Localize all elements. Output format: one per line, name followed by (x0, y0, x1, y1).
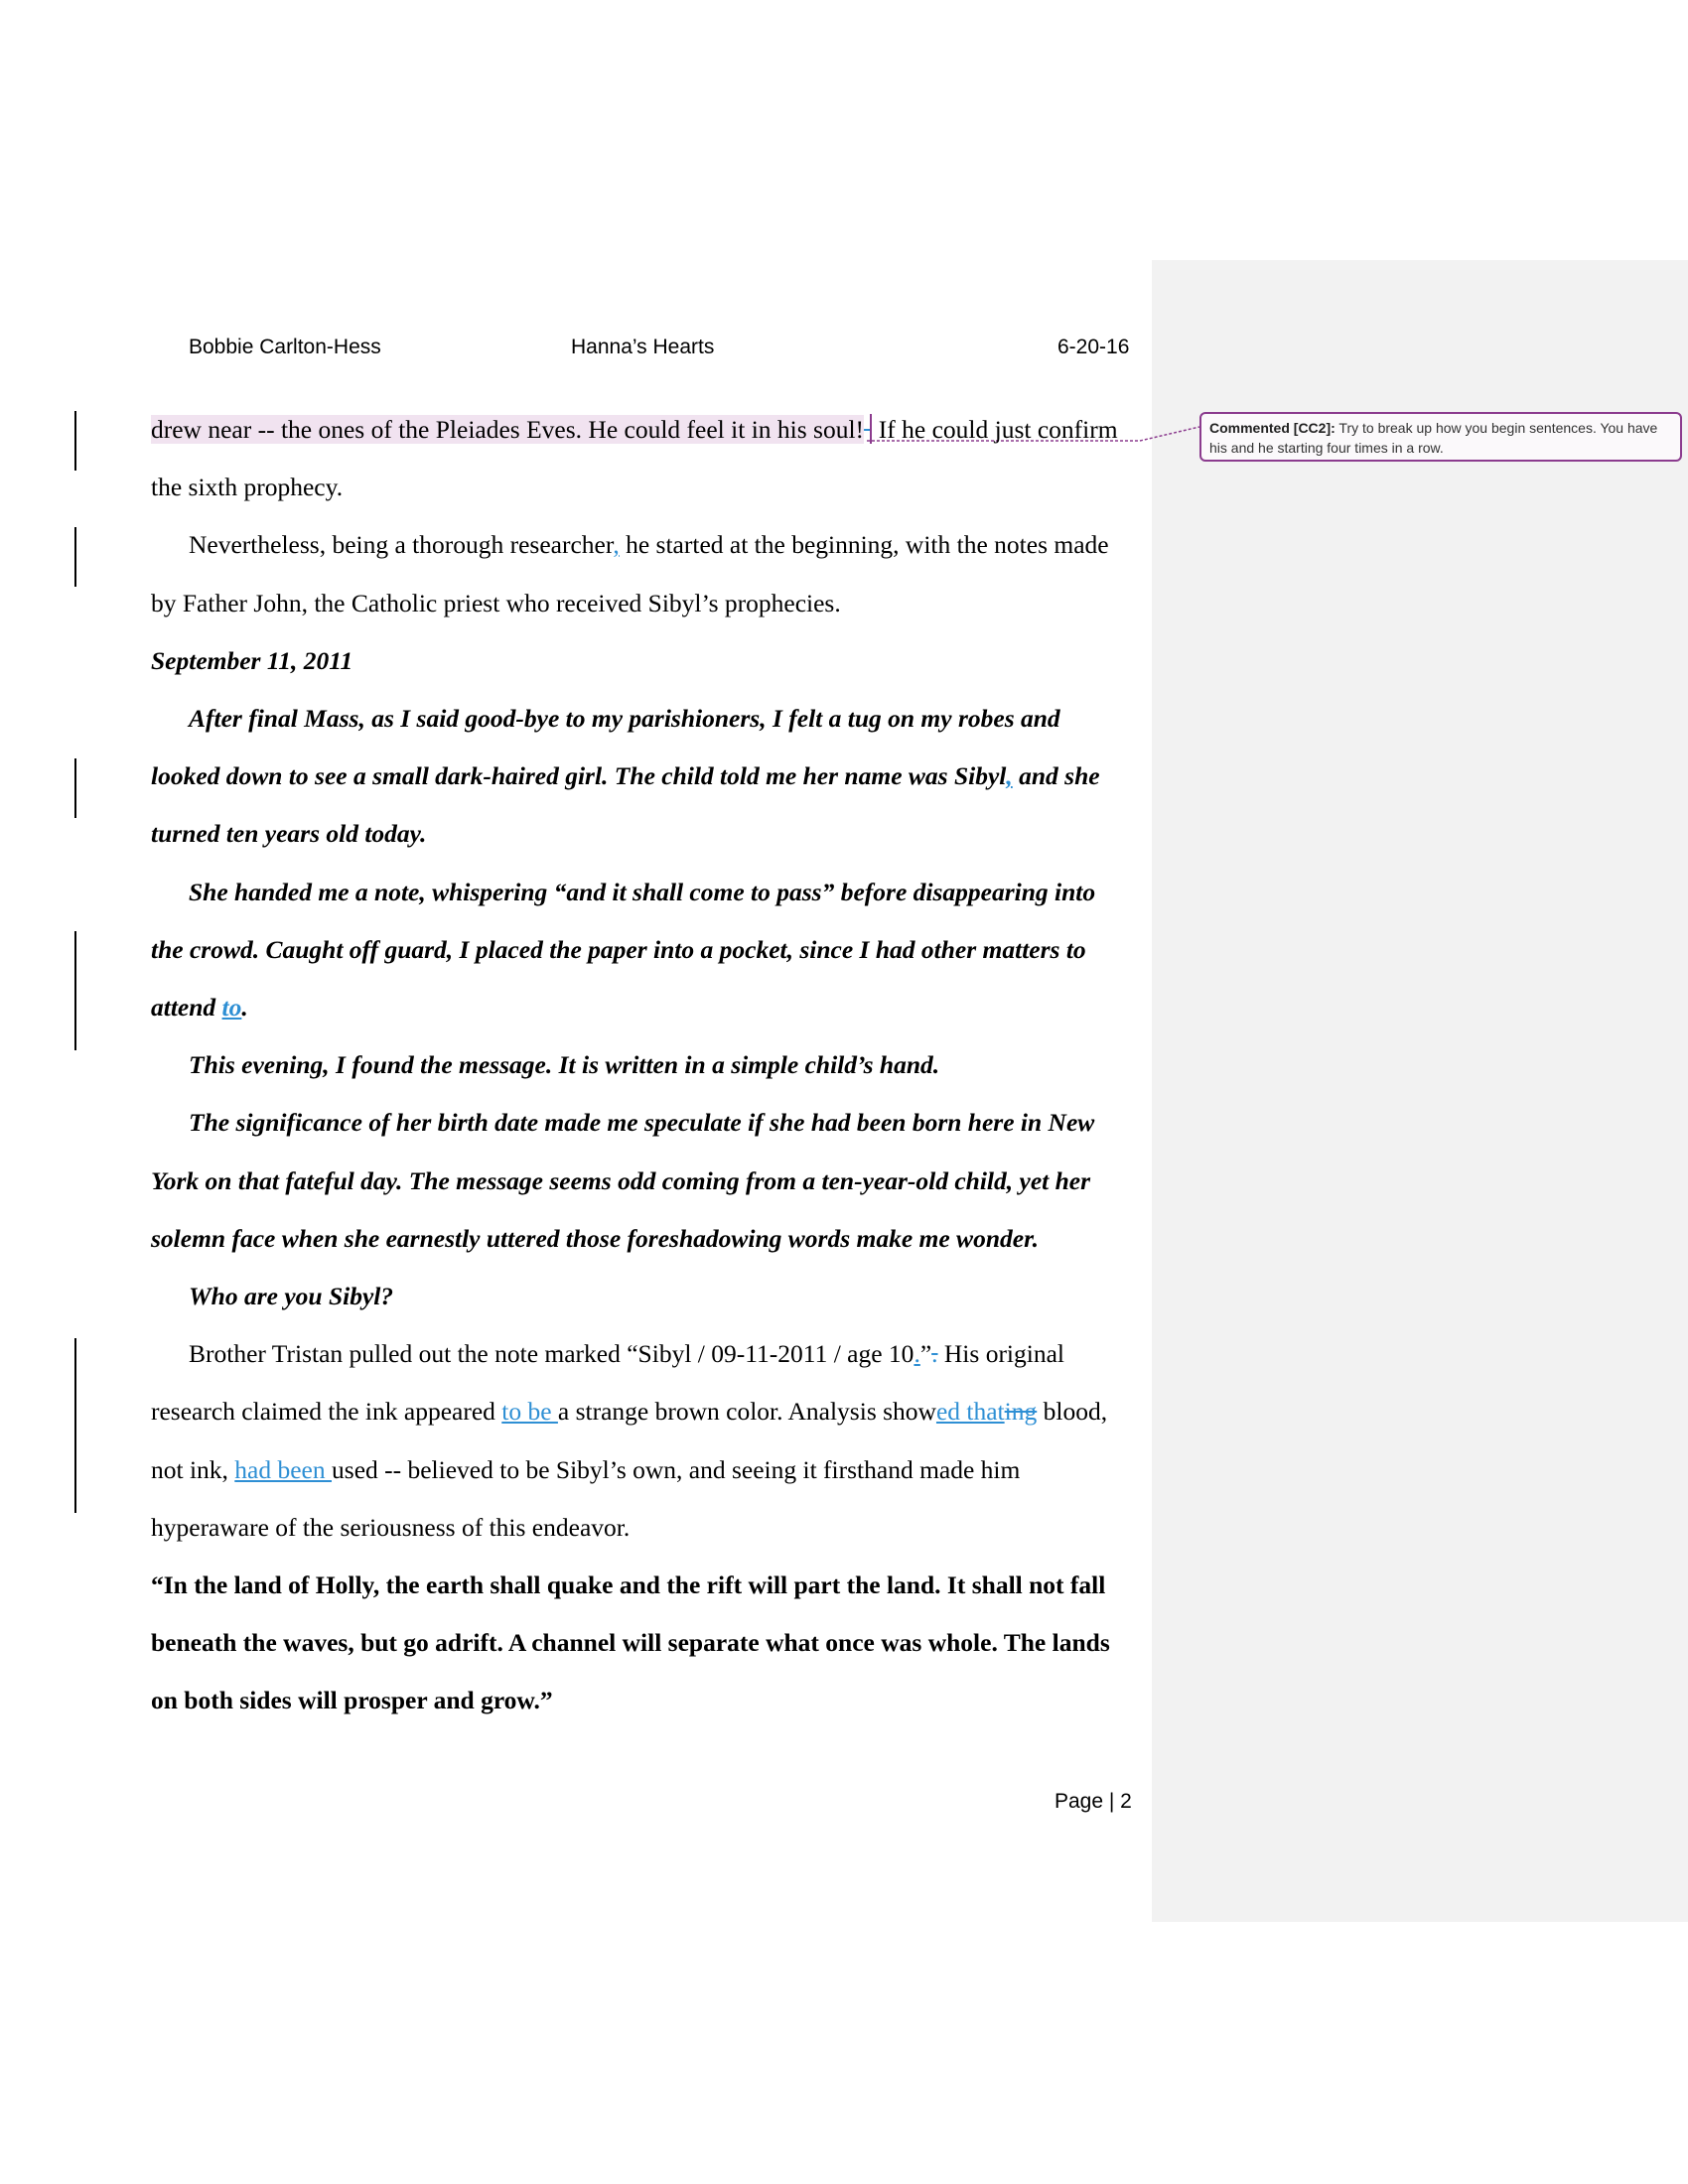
journal-text: After final Mass, as I said good-bye to my parishioners, I felt a tug on my robes and looked down to see a small dark-haired girl. The child told me her name was Sibyl (151, 704, 1060, 791)
paragraph-text: used -- believed to be Sibyl’s own, and seeing it firsthand made him hyperaware of the seriousness of this endeavor. (151, 1454, 1021, 1542)
paragraph-text: Brother Tristan pulled out the note marked “Sibyl / 09-11-2011 / age 10 (189, 1339, 914, 1369)
paragraph-text: His original research claimed the ink appeared (151, 1339, 1065, 1427)
header-author: Bobbie Carlton-Hess (189, 336, 381, 358)
journal-paragraph (151, 690, 1134, 864)
paragraph-text: ” (919, 1339, 932, 1369)
journal-text: Caught off guard, I placed the paper into a pocket, since I had other matters to attend (151, 934, 1086, 1023)
prophecy-quote: “In the land of Holly, the earth shall quake and the rift will part the land. It shall not fall beneath the waves, but go adrift. A channel will separate what once was whole. The lands on both sides will prosper and grow.” (151, 1570, 1110, 1715)
paragraph-text: a strange brown color. Analysis show (557, 1397, 936, 1427)
inserted-text: . (914, 1339, 920, 1369)
journal-date: September 11, 2011 (151, 645, 353, 675)
journal-text: . (241, 993, 248, 1023)
deleted-text: ing (1004, 1397, 1038, 1427)
header-title: Hanna’s Hearts (571, 336, 715, 358)
paragraph-text: blood, not ink, (151, 1397, 1108, 1484)
inserted-text: , (1006, 761, 1013, 791)
paragraph (151, 516, 1134, 631)
inserted-text: ed that (935, 1397, 1005, 1427)
comment-text: Try to break up how you begin sentences. You have his and he starting four times in a row. (1209, 420, 1658, 456)
inserted-text: to be (501, 1397, 558, 1427)
journal-paragraph: This evening, I found the message. It is written in a simple child’s hand. (189, 1050, 940, 1080)
header-date: 6-20-16 (1057, 336, 1130, 358)
paragraph-text: If he could just confirm the sixth prophecy. (151, 415, 1118, 502)
deleted-text: . (931, 1339, 938, 1369)
comment-balloon[interactable] (1199, 412, 1682, 462)
paragraph-text: Nevertheless, being a thorough researcher (189, 530, 614, 560)
inserted-text: had been (234, 1454, 333, 1484)
journal-paragraph: The significance of her birth date made me speculate if she had been born here in New York on that fateful day. The message seems odd coming from a ten-year-old child, yet her solemn face when she earnestly uttered those foreshadowing words make me wonder. (151, 1108, 1095, 1253)
paragraph-text: he started at the beginning, with the notes made by Father John, the Catholic priest who received Sibyl’s prophecies. (151, 530, 1109, 617)
document-body[interactable] (151, 401, 1134, 1730)
commented-text[interactable]: drew near -- the ones of the Pleiades Eves. He could feel it in his soul! (151, 415, 865, 444)
journal-text: and she turned ten years old today. (151, 761, 1100, 849)
journal-text: She handed me a note, whispering “and it shall come to pass” before disappearing into the crowd. (151, 877, 1096, 964)
journal-paragraph (151, 864, 1134, 1037)
inserted-text: to (221, 993, 242, 1023)
paragraph (151, 401, 1134, 516)
page-number: Page | 2 (1055, 1790, 1132, 1813)
comment-label: Commented [CC2]: (1209, 420, 1336, 436)
paragraph (151, 1325, 1134, 1557)
inserted-text: , (613, 530, 620, 560)
journal-paragraph: Who are you Sibyl? (189, 1282, 394, 1311)
